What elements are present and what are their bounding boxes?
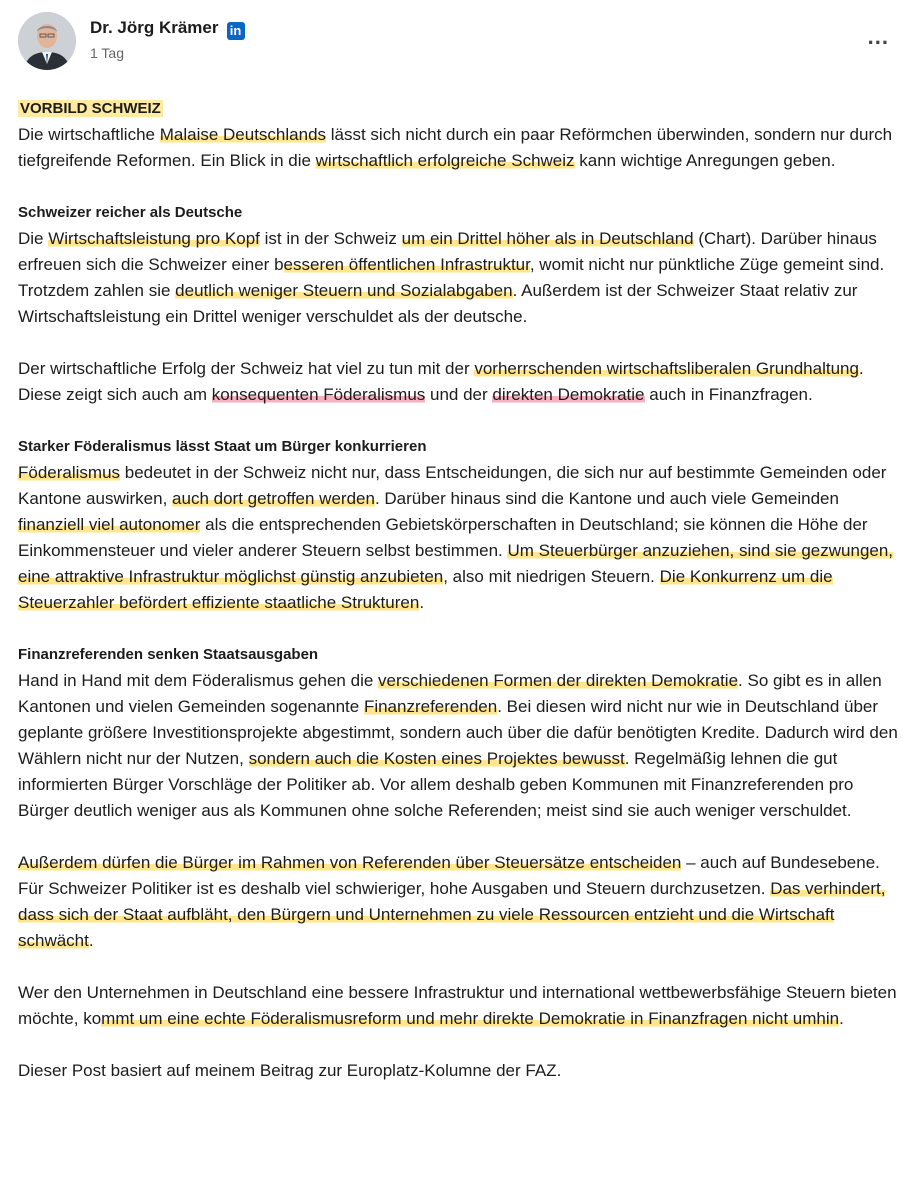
text-segment: . Bei diesen wird nicht nur wie in Deutschland über geplante größere Investitionsprojekte abgestimmt, sondern auch über die dafür benötigten Kredite. Dadurch wird den Wählern nicht nur der Nutzen, <box>18 697 898 768</box>
text-segment: Der wirtschaftliche Erfolg der Schweiz hat viel zu tun mit der <box>18 359 475 378</box>
paragraph-4 <box>18 460 898 616</box>
text-segment: . <box>88 931 94 950</box>
text-segment: . Regelmäßig lehnen die gut informierten Bürger Vorschläge der Politiker ab. Vor allem deshalb geben Kommunen mit Finanzreferenden pro Bürger deutlich weniger aus als Kommunen ohne solche Referenden; meist sind sie auch weniger verschuldet. <box>18 749 854 820</box>
section-heading-3: Finanzreferenden senken Staatsausgaben <box>18 646 319 663</box>
paragraph-2 <box>18 226 898 330</box>
highlighted-text: Föderalismus <box>18 463 121 482</box>
highlighted-text: verschiedenen Formen der direkten Demokratie <box>378 671 739 690</box>
text-segment: . Diese zeigt sich auch am <box>18 359 864 404</box>
text-segment: Wer den Unternehmen in Deutschland eine bessere Infrastruktur und international wettbewerbsfähige Steuern bieten möchte, ko <box>18 983 897 1028</box>
more-options-icon[interactable]: ... <box>867 24 889 49</box>
paragraph-7 <box>18 980 898 1032</box>
text-segment: Hand in Hand mit dem Föderalismus gehen die <box>18 671 379 690</box>
highlighted-text: auch dort getroffen werden <box>172 489 375 508</box>
post-body <box>18 96 898 1084</box>
text-segment: . So gibt es in allen Kantonen und vielen Gemeinden sogenannte <box>18 671 882 716</box>
highlighted-text: Außerdem dürfen die Bürger im Rahmen von Referenden über Steuersätze entscheiden <box>18 853 682 872</box>
author-name-text[interactable]: Dr. Jörg Krämer <box>90 18 219 37</box>
highlighted-text: vorherrschenden wirtschaftsliberalen Grundhaltung <box>474 359 859 378</box>
text-segment: als die entsprechenden Gebietskörperschaften in Deutschland; sie können die Höhe der Einkommensteuer und vieler anderer Steuern selbst bestimmen. <box>18 515 868 560</box>
highlighted-text: konsequenten Föderalismus <box>211 385 426 404</box>
text-segment: . <box>839 1009 844 1028</box>
paragraph-5 <box>18 668 898 824</box>
text-segment: , also mit niedrigen Steuern. <box>443 567 660 586</box>
text-segment: Die <box>18 229 49 248</box>
avatar[interactable] <box>18 12 76 70</box>
paragraph-8 <box>18 1058 898 1084</box>
section-heading-2: Starker Föderalismus lässt Staat um Bürger konkurrieren <box>18 438 427 455</box>
post-header <box>18 12 895 72</box>
highlighted-text: Finanzreferenden <box>363 697 498 716</box>
author-name[interactable] <box>90 18 245 40</box>
post-time: 1 Tag <box>90 45 124 61</box>
avatar-portrait <box>18 12 76 70</box>
text-segment: lässt sich nicht durch ein paar Reförmchen überwinden, sondern nur durch tiefgreifende Reformen. Ein Blick in die <box>18 125 893 170</box>
text-segment: . Darüber hinaus sind die Kantone und auch viele Gemeinden <box>374 489 839 508</box>
text-segment: – auch auf Bundesebene. Für Schweizer Politiker ist es deshalb viel schwieriger, hohe Ausgaben und Steuern durchzusetzen. <box>18 853 880 898</box>
highlighted-text: finanziell viel autonomer <box>18 515 201 534</box>
highlighted-text: direkten Demokratie <box>492 385 645 404</box>
post-title <box>18 96 898 122</box>
text-segment: Dieser Post basiert auf meinem Beitrag zur Europlatz-Kolumne der FAZ. <box>18 1061 562 1080</box>
highlighted-text: Um Steuerbürger anzuziehen, sind sie gezwungen, eine attraktive Infrastruktur möglichst günstig anzubieten <box>18 541 894 586</box>
text-segment: auch in Finanzfragen. <box>644 385 813 404</box>
text-segment: . Außerdem ist der Schweizer Staat relativ zur Wirtschaftsleistung ein Drittel weniger verschuldet als der deutsche. <box>18 281 858 326</box>
text-segment: (Chart). Darüber hinaus erfreuen sich die Schweizer einer b <box>18 229 877 274</box>
post-title-text: VORBILD SCHWEIZ <box>20 100 161 117</box>
text-segment: , womit nicht nur pünktliche Züge gemeint sind. Trotzdem zahlen sie <box>18 255 885 300</box>
text-segment: . <box>419 593 425 612</box>
highlighted-text: Die Konkurrenz um die Steuerzahler befördert effiziente staatliche Strukturen <box>18 567 833 612</box>
section-heading-1: Schweizer reicher als Deutsche <box>18 204 243 221</box>
paragraph-3 <box>18 356 898 408</box>
highlighted-text: Wirtschaftsleistung pro Kopf <box>48 229 260 248</box>
highlighted-text: Malaise Deutschlands <box>159 125 327 144</box>
text-segment: und der <box>425 385 493 404</box>
paragraph-6 <box>18 850 898 954</box>
text-segment: Die wirtschaftliche <box>18 125 160 144</box>
highlighted-text: Das verhindert, dass sich der Staat aufbläht, den Bürgern und Unternehmen zu viele Ressourcen entzieht und die Wirtschaft schwächt <box>18 879 886 950</box>
linkedin-icon: in <box>227 22 245 40</box>
text-segment: ist in der Schweiz <box>259 229 402 248</box>
highlighted-text: esseren öffentlichen Infrastruktur <box>283 255 530 274</box>
highlighted-text: sondern auch die Kosten eines Projektes bewusst <box>248 749 625 768</box>
highlighted-text: deutlich weniger Steuern und Sozialabgaben <box>175 281 513 300</box>
text-segment: kann wichtige Anregungen geben. <box>574 151 836 170</box>
highlighted-text: um ein Drittel höher als in Deutschland <box>401 229 694 248</box>
highlighted-text: mmt um eine echte Föderalismusreform und mehr direkte Demokratie in Finanzfragen nicht umhin <box>101 1009 840 1028</box>
paragraph-1 <box>18 122 898 174</box>
highlighted-text: wirtschaftlich erfolgreiche Schweiz <box>315 151 575 170</box>
text-segment: bedeutet in der Schweiz nicht nur, dass Entscheidungen, die sich nur auf bestimmte Gemeinden oder Kantone auswirken, <box>18 463 887 508</box>
